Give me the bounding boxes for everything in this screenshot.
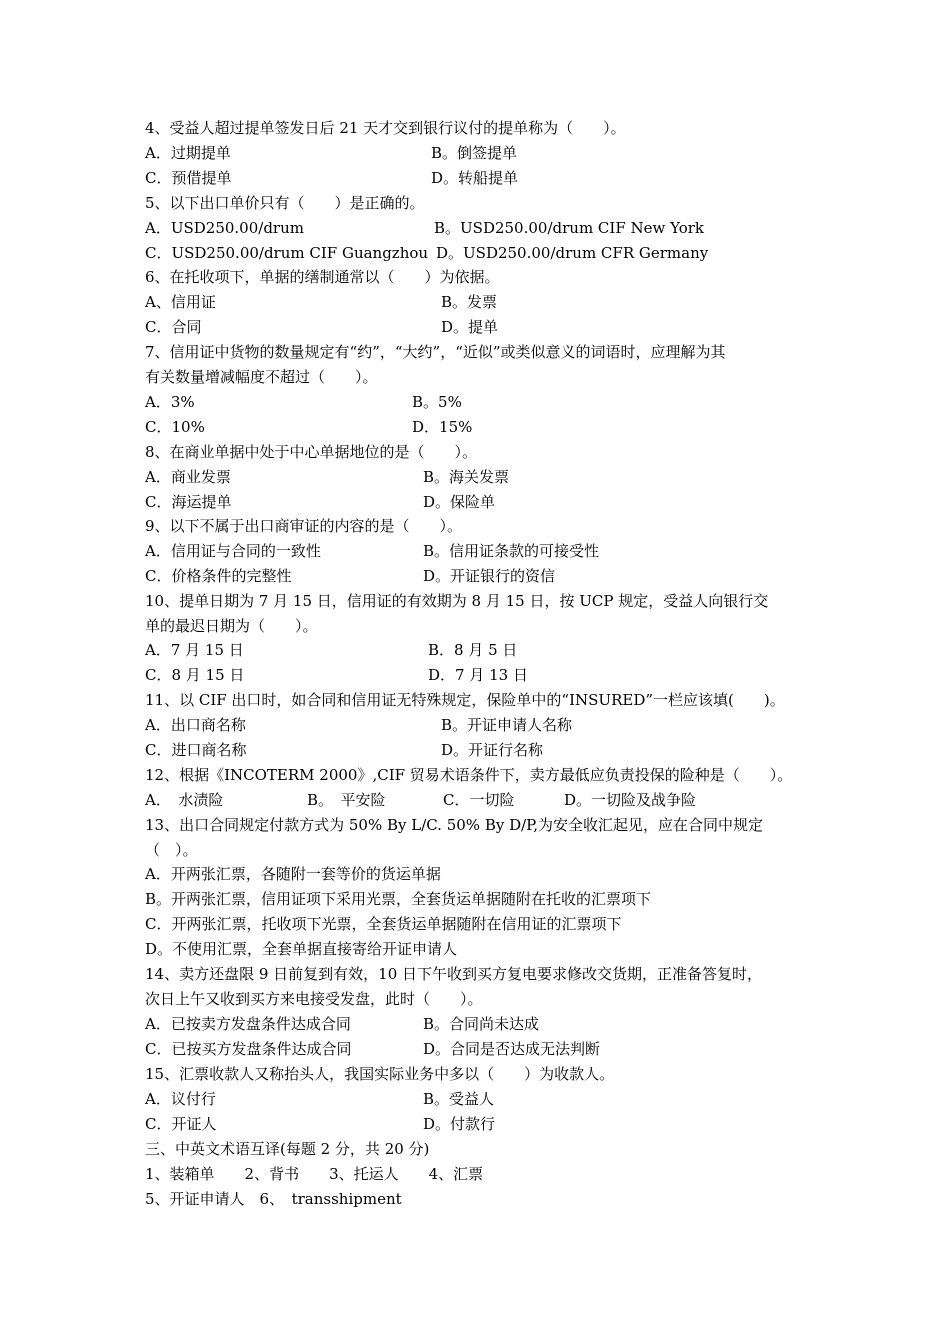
q13-option-b: B。开两张汇票，信用证项下采用光票，全套货运单据随附在托收的汇票项下	[145, 890, 652, 908]
q9-option-a: A．信用证与合同的一致性	[145, 542, 321, 560]
q11-stem: 11、以 CIF 出口时，如合同和信用证无特殊规定，保险单中的“INSURED”一栏应该填( )。	[145, 691, 785, 709]
q13-option-c: C．开两张汇票，托收项下光票，全套货运单据随附在信用证的汇票项下	[145, 915, 622, 933]
q14-option-c: C．已按买方发盘条件达成合同	[145, 1040, 352, 1058]
q8-option-b: B。海关发票	[423, 468, 510, 486]
q4-option-d: D。转船提单	[431, 169, 519, 187]
q11-option-c: C．进口商名称	[145, 741, 247, 759]
q9-option-c: C．价格条件的完整性	[145, 567, 292, 585]
q12-option-c: C．一切险	[443, 791, 515, 809]
q7-option-d: D．15%	[412, 418, 473, 436]
q9-option-b: B。信用证条款的可接受性	[423, 542, 600, 560]
q9-stem: 9、以下不属于出口商审证的内容的是（ ）。	[145, 517, 463, 535]
q10-stem-line2: 单的最迟日期为（ ）。	[145, 617, 318, 635]
q5-stem: 5、以下出口单价只有（ ）是正确的。	[145, 194, 425, 212]
q12-stem: 12、根据《INCOTERM 2000》,CIF 贸易术语条件下，卖方最低应负责投保的险种是（ ）。	[145, 766, 793, 784]
q8-option-c: C．海运提单	[145, 493, 232, 511]
q12-option-b: B。 平安险	[307, 791, 386, 809]
q15-option-b: B。受益人	[423, 1090, 495, 1108]
section3-terms-line1: 1、装箱单 2、背书 3、托运人 4、汇票	[145, 1165, 484, 1183]
q4-option-c: C．预借提单	[145, 169, 232, 187]
q7-option-b: B。5%	[412, 393, 462, 411]
q5-option-d: D。USD250.00/drum CFR Germany	[436, 244, 709, 262]
q15-option-d: D。付款行	[423, 1115, 496, 1133]
q10-option-a: A．7 月 15 日	[145, 641, 244, 659]
q7-option-c: C．10%	[145, 418, 205, 436]
q6-option-a: A、信用证	[145, 293, 216, 311]
q14-option-b: B。合同尚未达成	[423, 1015, 540, 1033]
q11-option-a: A．出口商名称	[145, 716, 246, 734]
q14-option-a: A．已按卖方发盘条件达成合同	[145, 1015, 351, 1033]
q15-stem: 15、汇票收款人又称抬头人，我国实际业务中多以（ ）为收款人。	[145, 1065, 615, 1083]
q7-stem-line2: 有关数量增减幅度不超过（ ）。	[145, 368, 378, 386]
q10-option-b: B．8 月 5 日	[428, 641, 518, 659]
q15-option-c: C．开证人	[145, 1115, 217, 1133]
q7-stem-line1: 7、信用证中货物的数量规定有“约”，“大约”，“近似”或类似意义的词语时，应理解为其	[145, 343, 726, 361]
q14-stem-line2: 次日上午又收到买方来电接受发盘，此时（ ）。	[145, 990, 483, 1008]
q8-option-d: D。保险单	[423, 493, 496, 511]
q5-option-b: B。USD250.00/drum CIF New York	[434, 219, 705, 237]
q13-option-a: A．开两张汇票，各随附一套等价的货运单据	[145, 865, 441, 883]
q7-option-a: A．3%	[145, 393, 195, 411]
q5-option-a: A．USD250.00/drum	[145, 219, 304, 237]
q13-stem-line1: 13、出口合同规定付款方式为 50% By L/C. 50% By D/P,为安全收汇起见，应在合同中规定	[145, 816, 763, 834]
q6-option-c: C．合同	[145, 318, 202, 336]
q11-option-b: B。开证申请人名称	[441, 716, 573, 734]
q11-option-d: D。开证行名称	[441, 741, 544, 759]
q15-option-a: A．议付行	[145, 1090, 216, 1108]
q12-option-d: D。一切险及战争险	[564, 791, 697, 809]
section3-title: 三、中英文术语互译(每题 2 分，共 20 分)	[145, 1140, 430, 1158]
q8-stem: 8、在商业单据中处于中心单据地位的是（ ）。	[145, 443, 478, 461]
q4-stem: 4、受益人超过提单签发日后 21 天才交到银行议付的提单称为（ ）。	[145, 119, 626, 137]
q10-option-c: C．8 月 15 日	[145, 666, 245, 684]
q6-option-b: B。发票	[441, 293, 498, 311]
q10-stem-line1: 10、提单日期为 7 月 15 日，信用证的有效期为 8 月 15 日，按 UCP 规定，受益人向银行交	[145, 592, 769, 610]
q6-option-d: D。提单	[441, 318, 499, 336]
q14-stem-line1: 14、卖方还盘限 9 日前复到有效，10 日下午收到买方复电要求修改交货期，正准备答复时，	[145, 965, 763, 983]
q5-option-c: C．USD250.00/drum CIF Guangzhou	[145, 244, 429, 262]
q4-option-a: A．过期提单	[145, 144, 231, 162]
q13-option-d: D。不使用汇票，全套单据直接寄给开证申请人	[145, 940, 458, 958]
q8-option-a: A．商业发票	[145, 468, 231, 486]
q13-stem-line2: （ ）。	[145, 841, 198, 859]
q6-stem: 6、在托收项下，单据的缮制通常以（ ）为依据。	[145, 268, 500, 286]
q14-option-d: D。合同是否达成无法判断	[423, 1040, 601, 1058]
q4-option-b: B。倒签提单	[431, 144, 518, 162]
q10-option-d: D．7 月 13 日	[428, 666, 528, 684]
q12-option-a: A． 水渍险	[145, 791, 224, 809]
q9-option-d: D。开证银行的资信	[423, 567, 556, 585]
section3-terms-line2: 5、开证申请人 6、 transshipment	[145, 1190, 402, 1208]
